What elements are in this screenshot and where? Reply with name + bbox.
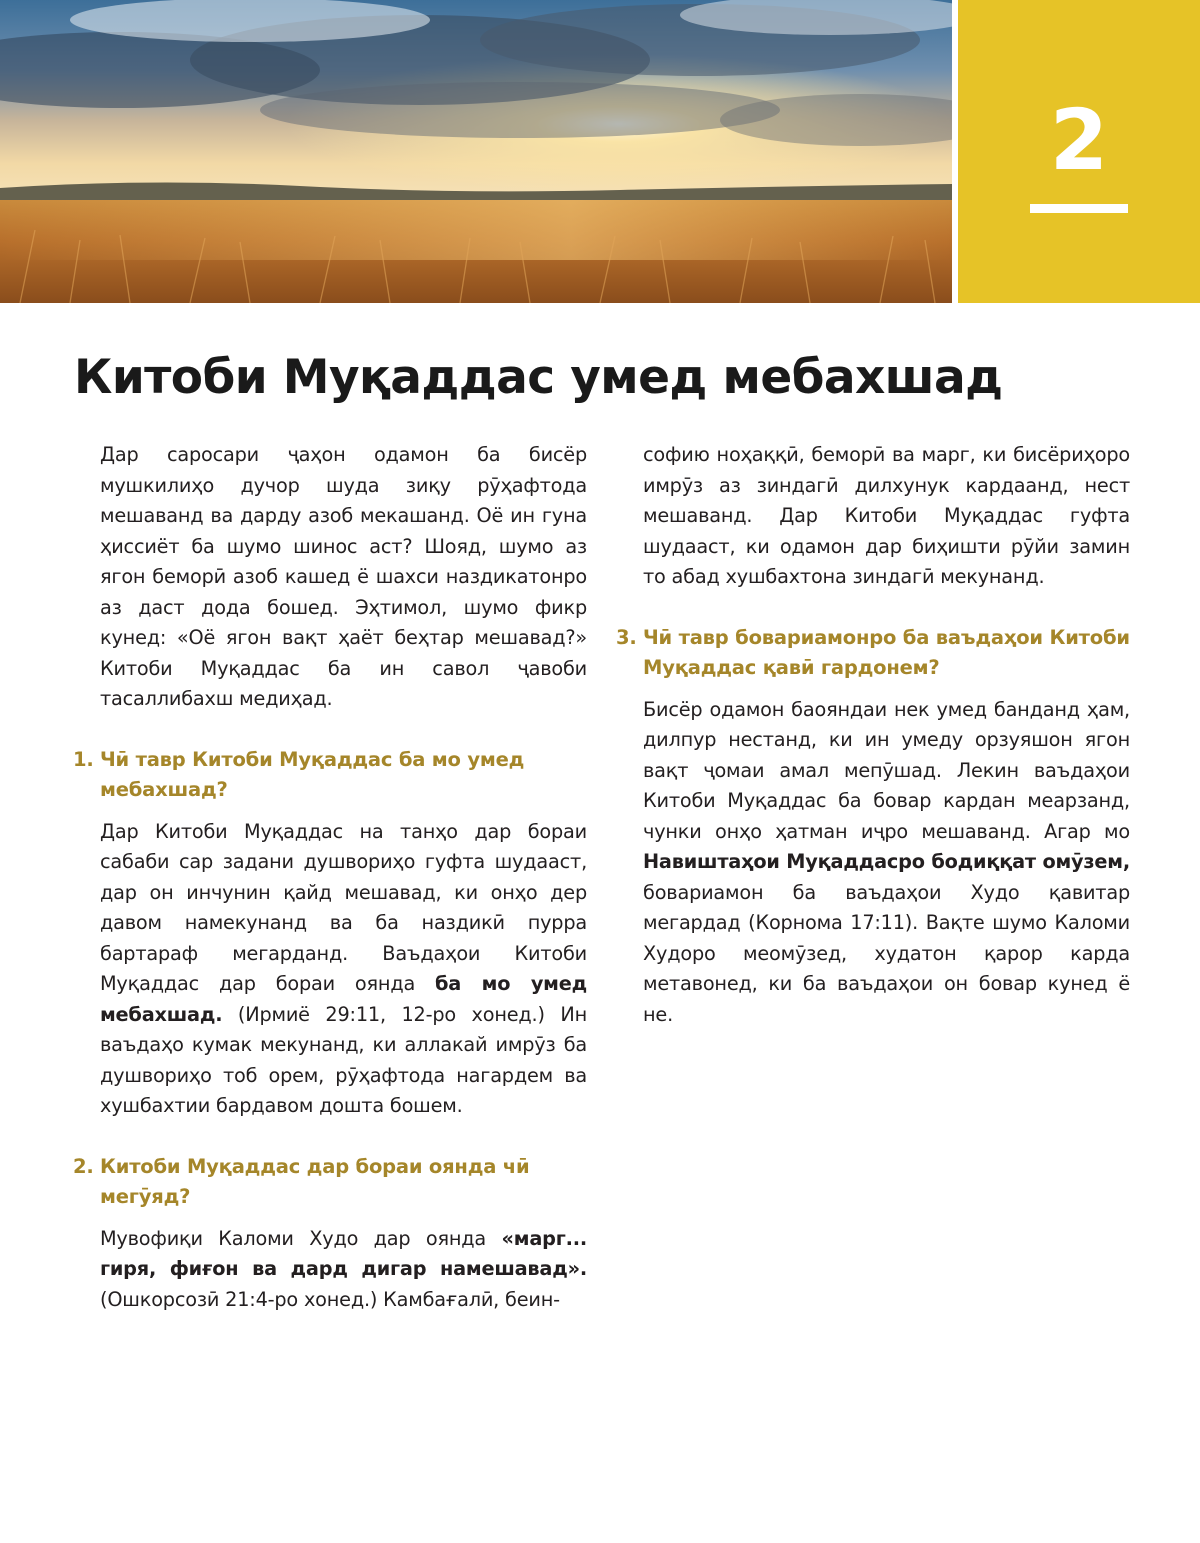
question-1-text: Чӣ тавр Китоби Муқаддас ба мо умед мебахшад? <box>100 747 525 801</box>
intro-paragraph: Дар саросари ҷаҳон одамон ба бисёр мушкилиҳо дучор шуда зиқу рӯҳафтода мешаванд ва дарду азоб мекашанд. Оё ин гуна ҳиссиёт ба шумо шинос аст? Шояд, шумо аз ягон беморӣ азоб кашед ё шахси наздикатонро аз даст дода бошед. Эҳтимол, шумо фикр кунед: «Оё ягон вақт ҳаёт беҳтар мешавад?» Китоби Муқаддас ба ин савол ҷавоби тасаллибахш медиҳад. <box>100 443 587 710</box>
answer-3-text-b: бовариамон ба ваъдаҳои Худо қавитар мегардад (Корнома 17:11). Вақте шумо Каломи Худоро меомӯзед, худатон қарор карда метавонед, ки ба ваъдаҳои он бовар кунед ё не. <box>643 880 1130 1026</box>
question-2 <box>73 1152 587 1212</box>
left-column <box>73 440 587 1315</box>
wheat-field-sunset-image <box>0 0 952 303</box>
question-3-text: Чӣ тавр бовариамонро ба ваъдаҳои Китоби Муқаддас қавӣ гардонем? <box>643 625 1130 679</box>
question-1-number: 1. <box>73 747 94 771</box>
answer-3-emphasis: Навиштаҳои Муқаддасро бодиққат омӯзем, <box>643 850 1130 873</box>
question-2-number: 2. <box>73 1154 94 1178</box>
answer-1-text-b: (Ирмиё 29:11, 12-ро хонед.) Ин ваъдаҳо кумак мекунанд, ки аллакай имрӯз ба душвориҳо тоб орем, рӯҳафтода нагардем ва хушбахтии бардавом дошта бошем. <box>100 1002 587 1117</box>
answer-2-part-2 <box>643 440 1130 593</box>
page-title: Китоби Муқаддас умед мебахшад <box>74 350 1003 405</box>
question-1 <box>73 745 587 805</box>
hero-photo <box>0 0 952 303</box>
lesson-number: 2 <box>1049 91 1109 189</box>
answer-1-emphasis: ба мо умед мебахшад. <box>100 972 587 1026</box>
answer-2-emphasis: «марг... гиря, фиғон ва дард дигар намешавад». <box>100 1226 587 1280</box>
answer-3-text-a: Бисёр одамон баояндаи нек умед банданд ҳам, дилпур нестанд, ки ин умеду орзуяшон ягон вақт ҷомаи амал мепӯшад. Лекин ваъдаҳои Китоби Муқаддас ба бовар кардан меарзанд, чунки онҳо ҳатман иҷро мешаванд. Агар мо <box>643 697 1130 843</box>
answer-1 <box>100 817 587 1122</box>
lesson-number-underline <box>1030 204 1128 213</box>
answer-2-text-b-continued: софию ноҳаққӣ, беморӣ ва марг, ки бисёриҳоро имрӯз аз зиндагӣ дилхунук кардаанд, нест мешаванд. Дар Китоби Муқаддас гуфта шудааст, ки одамон дар биҳишти рӯйи замин то абад хушбахтона зиндагӣ мекунанд. <box>643 443 1130 588</box>
right-column <box>616 440 1130 1030</box>
answer-2-text-a: Мувофиқи Каломи Худо дар оянда <box>100 1226 502 1250</box>
question-2-text: Китоби Муқаддас дар бораи оянда чӣ мегӯяд? <box>100 1154 530 1208</box>
question-3-number: 3. <box>616 625 637 649</box>
question-3 <box>616 623 1130 683</box>
answer-1-text-a: Дар Китоби Муқаддас на танҳо дар бораи сабаби сар задани душвориҳо гуфта шудааст, дар он инчунин қайд мешавад, ки онҳо дер давом намекунанд ва ба наздикӣ пурра бартараф мегарданд. Ваъдаҳои Китоби Муқаддас дар бораи оянда <box>100 819 587 995</box>
answer-2-text-b-start: (Ошкорсозӣ 21:4-ро хонед.) Камбағалӣ, беин- <box>100 1287 560 1311</box>
answer-2-part-1 <box>100 1224 587 1316</box>
answer-3 <box>643 695 1130 1031</box>
